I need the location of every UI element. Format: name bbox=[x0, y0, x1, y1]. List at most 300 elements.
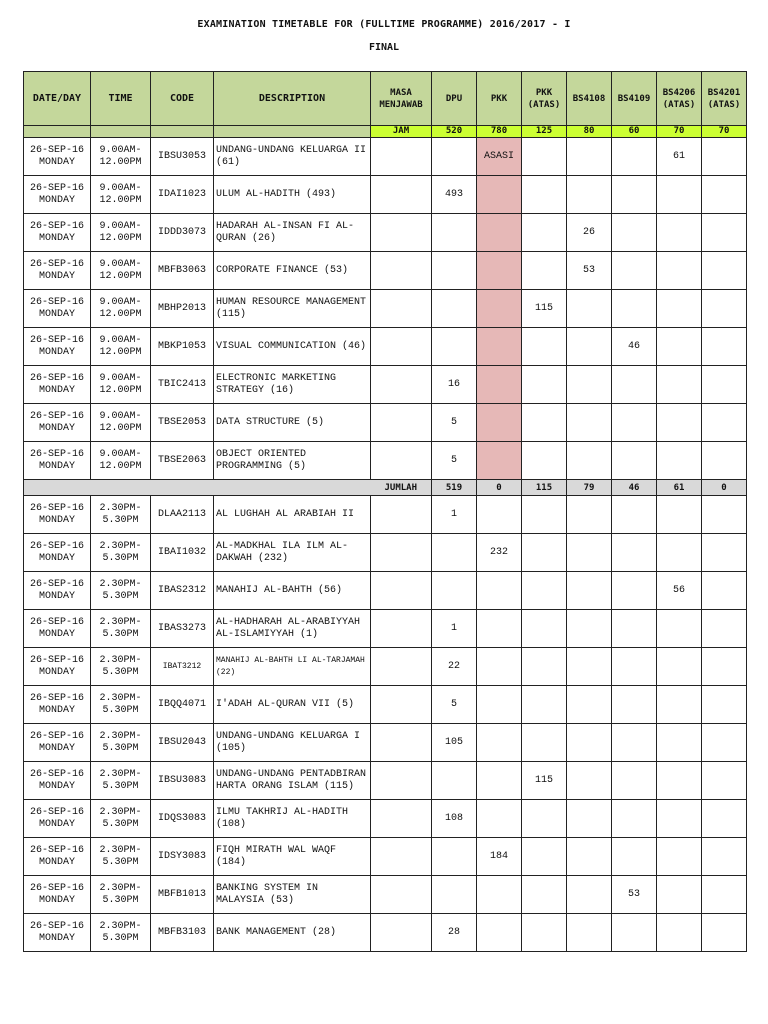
count-cell bbox=[657, 838, 702, 876]
count-cell bbox=[432, 138, 477, 176]
count-cell bbox=[657, 610, 702, 648]
exam-time-start: 9.00AM- bbox=[99, 220, 142, 232]
course-code: IDSY3083 bbox=[151, 838, 214, 876]
course-code: MBFB3103 bbox=[151, 914, 214, 952]
count-cell bbox=[567, 138, 612, 176]
course-code: IBAT3212 bbox=[151, 648, 214, 686]
count-cell: 5 bbox=[432, 404, 477, 442]
count-cell bbox=[702, 762, 747, 800]
header-col-pkk bbox=[477, 72, 522, 126]
exam-time-start: 2.30PM- bbox=[99, 540, 142, 552]
count-cell bbox=[702, 876, 747, 914]
table-row bbox=[24, 838, 747, 876]
exam-time-start: 2.30PM- bbox=[99, 616, 142, 628]
jam-value: 520 bbox=[432, 126, 477, 138]
exam-time-start: 9.00AM- bbox=[99, 258, 142, 270]
count-cell bbox=[567, 496, 612, 534]
date-cell bbox=[24, 534, 91, 572]
masa-menjawab-cell bbox=[371, 572, 432, 610]
time-cell bbox=[91, 328, 151, 366]
date-cell bbox=[24, 252, 91, 290]
count-cell bbox=[567, 610, 612, 648]
exam-time-end: 12.00PM bbox=[99, 460, 142, 472]
exam-date: 26-SEP-16 bbox=[29, 334, 84, 346]
date-cell bbox=[24, 876, 91, 914]
count-cell bbox=[567, 876, 612, 914]
exam-date: 26-SEP-16 bbox=[29, 448, 84, 460]
exam-date: 26-SEP-16 bbox=[29, 920, 84, 932]
count-cell bbox=[702, 914, 747, 952]
course-description: UNDANG-UNDANG KELUARGA II (61) bbox=[214, 138, 371, 176]
count-cell bbox=[522, 534, 567, 572]
jumlah-value: 519 bbox=[432, 480, 477, 496]
exam-day: MONDAY bbox=[38, 552, 75, 564]
count-cell: 115 bbox=[522, 762, 567, 800]
exam-time-end: 5.30PM bbox=[102, 704, 139, 716]
header-date-day: DATE/DAY bbox=[24, 72, 91, 126]
count-cell bbox=[567, 914, 612, 952]
exam-time-end: 12.00PM bbox=[99, 422, 142, 434]
count-cell bbox=[522, 404, 567, 442]
course-code: IBSU2043 bbox=[151, 724, 214, 762]
table-row bbox=[24, 572, 747, 610]
exam-date: 26-SEP-16 bbox=[29, 296, 84, 308]
course-description: MANAHIJ AL-BAHTH (56) bbox=[214, 572, 371, 610]
count-cell bbox=[657, 686, 702, 724]
exam-time-start: 2.30PM- bbox=[99, 844, 142, 856]
count-cell bbox=[432, 876, 477, 914]
count-cell: 115 bbox=[522, 290, 567, 328]
exam-day: MONDAY bbox=[38, 460, 75, 472]
count-cell bbox=[612, 366, 657, 404]
course-code: MBKP1053 bbox=[151, 328, 214, 366]
course-description: UNDANG-UNDANG PENTADBIRAN HARTA ORANG ISLAM (115) bbox=[214, 762, 371, 800]
exam-time-start: 9.00AM- bbox=[99, 296, 142, 308]
time-cell bbox=[91, 686, 151, 724]
count-cell bbox=[612, 214, 657, 252]
count-cell bbox=[612, 572, 657, 610]
masa-menjawab-cell bbox=[371, 442, 432, 480]
header-col-bs4201 bbox=[702, 72, 747, 126]
time-cell bbox=[91, 572, 151, 610]
count-cell bbox=[612, 648, 657, 686]
exam-time-start: 2.30PM- bbox=[99, 768, 142, 780]
course-description: VISUAL COMMUNICATION (46) bbox=[214, 328, 371, 366]
table-row bbox=[24, 534, 747, 572]
header-col-label: DPU bbox=[445, 93, 463, 104]
course-description: AL LUGHAH AL ARABIAH II bbox=[214, 496, 371, 534]
exam-time-start: 9.00AM- bbox=[99, 410, 142, 422]
exam-time-start: 2.30PM- bbox=[99, 806, 142, 818]
date-cell bbox=[24, 138, 91, 176]
course-code: IBAS2312 bbox=[151, 572, 214, 610]
jumlah-value: 61 bbox=[657, 480, 702, 496]
time-cell bbox=[91, 252, 151, 290]
course-description: AL-MADKHAL ILA ILM AL-DAKWAH (232) bbox=[214, 534, 371, 572]
count-cell bbox=[657, 366, 702, 404]
count-cell bbox=[657, 762, 702, 800]
course-code: IBQQ4071 bbox=[151, 686, 214, 724]
time-cell bbox=[91, 648, 151, 686]
jam-value: 80 bbox=[567, 126, 612, 138]
masa-menjawab-cell bbox=[371, 838, 432, 876]
header-col-dpu bbox=[432, 72, 477, 126]
count-cell bbox=[702, 534, 747, 572]
count-cell bbox=[657, 648, 702, 686]
date-cell bbox=[24, 290, 91, 328]
jam-value: 70 bbox=[702, 126, 747, 138]
exam-time-start: 9.00AM- bbox=[99, 372, 142, 384]
count-cell bbox=[477, 328, 522, 366]
count-cell bbox=[477, 404, 522, 442]
masa-menjawab-cell bbox=[371, 914, 432, 952]
count-cell bbox=[612, 914, 657, 952]
exam-time-end: 5.30PM bbox=[102, 894, 139, 906]
count-cell bbox=[477, 442, 522, 480]
exam-date: 26-SEP-16 bbox=[29, 768, 84, 780]
course-description: AL-HADHARAH AL-ARABIYYAH AL-ISLAMIYYAH (1) bbox=[214, 610, 371, 648]
course-description: UNDANG-UNDANG KELUARGA I (105) bbox=[214, 724, 371, 762]
table-row bbox=[24, 762, 747, 800]
exam-day: MONDAY bbox=[38, 384, 75, 396]
time-cell bbox=[91, 366, 151, 404]
count-cell bbox=[702, 838, 747, 876]
course-code: IDQS3083 bbox=[151, 800, 214, 838]
exam-day: MONDAY bbox=[38, 514, 75, 526]
date-cell bbox=[24, 176, 91, 214]
count-cell bbox=[612, 800, 657, 838]
exam-date: 26-SEP-16 bbox=[29, 540, 84, 552]
count-cell bbox=[477, 176, 522, 214]
course-description: OBJECT ORIENTED PROGRAMMING (5) bbox=[214, 442, 371, 480]
count-cell bbox=[702, 686, 747, 724]
count-cell bbox=[567, 762, 612, 800]
masa-menjawab-cell bbox=[371, 138, 432, 176]
count-cell bbox=[657, 534, 702, 572]
exam-date: 26-SEP-16 bbox=[29, 882, 84, 894]
masa-menjawab-cell bbox=[371, 404, 432, 442]
course-description: ILMU TAKHRIJ AL-HADITH (108) bbox=[214, 800, 371, 838]
count-cell bbox=[522, 800, 567, 838]
jumlah-section bbox=[24, 480, 747, 496]
count-cell bbox=[702, 290, 747, 328]
count-cell bbox=[522, 914, 567, 952]
count-cell bbox=[657, 328, 702, 366]
count-cell bbox=[432, 838, 477, 876]
masa-menjawab-cell bbox=[371, 610, 432, 648]
count-cell bbox=[477, 686, 522, 724]
exam-date: 26-SEP-16 bbox=[29, 182, 84, 194]
date-cell bbox=[24, 214, 91, 252]
masa-menjawab-cell bbox=[371, 800, 432, 838]
masa-menjawab-cell bbox=[371, 328, 432, 366]
exam-time-end: 5.30PM bbox=[102, 666, 139, 678]
count-cell bbox=[477, 762, 522, 800]
time-cell bbox=[91, 914, 151, 952]
course-code: DLAA2113 bbox=[151, 496, 214, 534]
table-row bbox=[24, 404, 747, 442]
count-cell bbox=[702, 176, 747, 214]
count-cell bbox=[702, 366, 747, 404]
count-cell: 493 bbox=[432, 176, 477, 214]
time-cell bbox=[91, 610, 151, 648]
header-col-label: PKK bbox=[490, 93, 508, 104]
jumlah-label: JUMLAH bbox=[24, 480, 432, 496]
exam-day: MONDAY bbox=[38, 308, 75, 320]
exam-date: 26-SEP-16 bbox=[29, 410, 84, 422]
exam-date: 26-SEP-16 bbox=[29, 806, 84, 818]
header-col-sublabel: (ATAS) bbox=[662, 99, 696, 110]
exam-date: 26-SEP-16 bbox=[29, 258, 84, 270]
count-cell bbox=[477, 290, 522, 328]
time-cell bbox=[91, 534, 151, 572]
exam-date: 26-SEP-16 bbox=[29, 578, 84, 590]
count-cell bbox=[477, 876, 522, 914]
table-row bbox=[24, 290, 747, 328]
count-cell bbox=[657, 290, 702, 328]
exam-day: MONDAY bbox=[38, 346, 75, 358]
masa-menjawab-cell bbox=[371, 534, 432, 572]
count-cell bbox=[657, 800, 702, 838]
morning-session bbox=[24, 138, 747, 480]
count-cell bbox=[432, 252, 477, 290]
date-cell bbox=[24, 686, 91, 724]
course-code: IDDD3073 bbox=[151, 214, 214, 252]
jam-row bbox=[24, 126, 747, 138]
exam-day: MONDAY bbox=[38, 780, 75, 792]
exam-time-end: 5.30PM bbox=[102, 552, 139, 564]
count-cell bbox=[612, 762, 657, 800]
count-cell bbox=[522, 328, 567, 366]
jam-blank bbox=[91, 126, 151, 138]
count-cell bbox=[522, 572, 567, 610]
time-cell bbox=[91, 724, 151, 762]
exam-time-end: 5.30PM bbox=[102, 818, 139, 830]
exam-day: MONDAY bbox=[38, 818, 75, 830]
course-description: BANK MANAGEMENT (28) bbox=[214, 914, 371, 952]
count-cell bbox=[612, 442, 657, 480]
header-col-label: BS4108 bbox=[572, 93, 606, 104]
exam-time-start: 2.30PM- bbox=[99, 730, 142, 742]
date-cell bbox=[24, 496, 91, 534]
course-code: IBAS3273 bbox=[151, 610, 214, 648]
count-cell bbox=[477, 800, 522, 838]
count-cell bbox=[522, 214, 567, 252]
count-cell bbox=[612, 534, 657, 572]
header-col-label: BS4206 bbox=[662, 87, 696, 98]
time-cell bbox=[91, 176, 151, 214]
header-masa-menjawab bbox=[371, 72, 432, 126]
time-cell bbox=[91, 214, 151, 252]
date-cell bbox=[24, 648, 91, 686]
jam-value: 70 bbox=[657, 126, 702, 138]
count-cell bbox=[567, 686, 612, 724]
exam-time-end: 5.30PM bbox=[102, 932, 139, 944]
masa-menjawab-cell bbox=[371, 252, 432, 290]
count-cell: 1 bbox=[432, 496, 477, 534]
count-cell bbox=[702, 648, 747, 686]
course-description: HADARAH AL-INSAN FI AL-QURAN (26) bbox=[214, 214, 371, 252]
count-cell bbox=[567, 648, 612, 686]
masa-menjawab-cell bbox=[371, 496, 432, 534]
course-description: FIQH MIRATH WAL WAQF (184) bbox=[214, 838, 371, 876]
time-cell bbox=[91, 762, 151, 800]
count-cell bbox=[657, 176, 702, 214]
count-cell bbox=[702, 404, 747, 442]
exam-time-end: 12.00PM bbox=[99, 270, 142, 282]
count-cell: 28 bbox=[432, 914, 477, 952]
exam-date: 26-SEP-16 bbox=[29, 372, 84, 384]
count-cell bbox=[477, 366, 522, 404]
count-cell bbox=[477, 914, 522, 952]
exam-date: 26-SEP-16 bbox=[29, 502, 84, 514]
table-row bbox=[24, 366, 747, 404]
exam-date: 26-SEP-16 bbox=[29, 220, 84, 232]
course-code: IDAI1023 bbox=[151, 176, 214, 214]
date-cell bbox=[24, 762, 91, 800]
exam-time-start: 2.30PM- bbox=[99, 920, 142, 932]
exam-day: MONDAY bbox=[38, 704, 75, 716]
count-cell bbox=[657, 252, 702, 290]
exam-date: 26-SEP-16 bbox=[29, 730, 84, 742]
exam-time-end: 12.00PM bbox=[99, 384, 142, 396]
header-time: TIME bbox=[91, 72, 151, 126]
count-cell: 61 bbox=[657, 138, 702, 176]
course-description: ULUM AL-HADITH (493) bbox=[214, 176, 371, 214]
count-cell bbox=[612, 724, 657, 762]
course-code: IBSU3083 bbox=[151, 762, 214, 800]
table-row bbox=[24, 648, 747, 686]
count-cell bbox=[702, 800, 747, 838]
exam-time-start: 2.30PM- bbox=[99, 692, 142, 704]
exam-day: MONDAY bbox=[38, 194, 75, 206]
count-cell bbox=[612, 138, 657, 176]
exam-date: 26-SEP-16 bbox=[29, 616, 84, 628]
time-cell bbox=[91, 138, 151, 176]
exam-date: 26-SEP-16 bbox=[29, 144, 84, 156]
date-cell bbox=[24, 404, 91, 442]
table-row bbox=[24, 176, 747, 214]
exam-day: MONDAY bbox=[38, 666, 75, 678]
count-cell: 53 bbox=[612, 876, 657, 914]
course-description: I'ADAH AL-QURAN VII (5) bbox=[214, 686, 371, 724]
count-cell bbox=[567, 442, 612, 480]
count-cell bbox=[657, 876, 702, 914]
count-cell bbox=[432, 214, 477, 252]
course-code: MBFB1013 bbox=[151, 876, 214, 914]
count-cell bbox=[612, 290, 657, 328]
count-cell bbox=[657, 442, 702, 480]
count-cell: 46 bbox=[612, 328, 657, 366]
count-cell bbox=[567, 838, 612, 876]
jumlah-row bbox=[24, 480, 747, 496]
jam-blank bbox=[214, 126, 371, 138]
table-row bbox=[24, 914, 747, 952]
count-cell: 105 bbox=[432, 724, 477, 762]
count-cell: ASASI bbox=[477, 138, 522, 176]
count-cell: 53 bbox=[567, 252, 612, 290]
time-cell bbox=[91, 290, 151, 328]
exam-time-end: 12.00PM bbox=[99, 232, 142, 244]
count-cell bbox=[522, 838, 567, 876]
masa-menjawab-cell bbox=[371, 366, 432, 404]
course-description: HUMAN RESOURCE MANAGEMENT (115) bbox=[214, 290, 371, 328]
count-cell bbox=[567, 724, 612, 762]
count-cell bbox=[702, 328, 747, 366]
date-cell bbox=[24, 442, 91, 480]
course-description: CORPORATE FINANCE (53) bbox=[214, 252, 371, 290]
count-cell bbox=[657, 724, 702, 762]
count-cell bbox=[612, 610, 657, 648]
count-cell bbox=[702, 442, 747, 480]
count-cell: 1 bbox=[432, 610, 477, 648]
count-cell bbox=[702, 138, 747, 176]
exam-day: MONDAY bbox=[38, 422, 75, 434]
count-cell bbox=[477, 214, 522, 252]
exam-time-start: 2.30PM- bbox=[99, 882, 142, 894]
jumlah-value: 115 bbox=[522, 480, 567, 496]
jumlah-value: 0 bbox=[477, 480, 522, 496]
table-row bbox=[24, 214, 747, 252]
date-cell bbox=[24, 572, 91, 610]
count-cell bbox=[567, 328, 612, 366]
count-cell: 56 bbox=[657, 572, 702, 610]
header-code: CODE bbox=[151, 72, 214, 126]
exam-day: MONDAY bbox=[38, 742, 75, 754]
count-cell bbox=[657, 404, 702, 442]
time-cell bbox=[91, 442, 151, 480]
count-cell bbox=[567, 176, 612, 214]
date-cell bbox=[24, 366, 91, 404]
course-code: MBHP2013 bbox=[151, 290, 214, 328]
masa-menjawab-cell bbox=[371, 762, 432, 800]
count-cell bbox=[522, 366, 567, 404]
count-cell bbox=[567, 572, 612, 610]
exam-day: MONDAY bbox=[38, 590, 75, 602]
count-cell bbox=[432, 534, 477, 572]
exam-time-start: 2.30PM- bbox=[99, 502, 142, 514]
jam-blank bbox=[151, 126, 214, 138]
count-cell bbox=[522, 176, 567, 214]
count-cell: 22 bbox=[432, 648, 477, 686]
date-cell bbox=[24, 800, 91, 838]
date-cell bbox=[24, 328, 91, 366]
exam-time-start: 2.30PM- bbox=[99, 654, 142, 666]
count-cell bbox=[522, 610, 567, 648]
exam-time-start: 9.00AM- bbox=[99, 144, 142, 156]
course-code: TBSE2063 bbox=[151, 442, 214, 480]
exam-time-end: 12.00PM bbox=[99, 308, 142, 320]
course-description: MANAHIJ AL-BAHTH LI AL-TARJAMAH (22) bbox=[214, 648, 371, 686]
header-col-sublabel: (ATAS) bbox=[527, 99, 561, 110]
time-cell bbox=[91, 876, 151, 914]
count-cell bbox=[567, 366, 612, 404]
count-cell bbox=[522, 138, 567, 176]
count-cell bbox=[567, 404, 612, 442]
exam-date: 26-SEP-16 bbox=[29, 692, 84, 704]
time-cell bbox=[91, 496, 151, 534]
exam-time-end: 5.30PM bbox=[102, 590, 139, 602]
exam-time-end: 12.00PM bbox=[99, 194, 142, 206]
table-row bbox=[24, 686, 747, 724]
header-col-bs4109 bbox=[612, 72, 657, 126]
course-code: TBSE2053 bbox=[151, 404, 214, 442]
exam-date: 26-SEP-16 bbox=[29, 844, 84, 856]
jumlah-value: 79 bbox=[567, 480, 612, 496]
count-cell bbox=[657, 914, 702, 952]
count-cell bbox=[477, 610, 522, 648]
count-cell bbox=[522, 442, 567, 480]
